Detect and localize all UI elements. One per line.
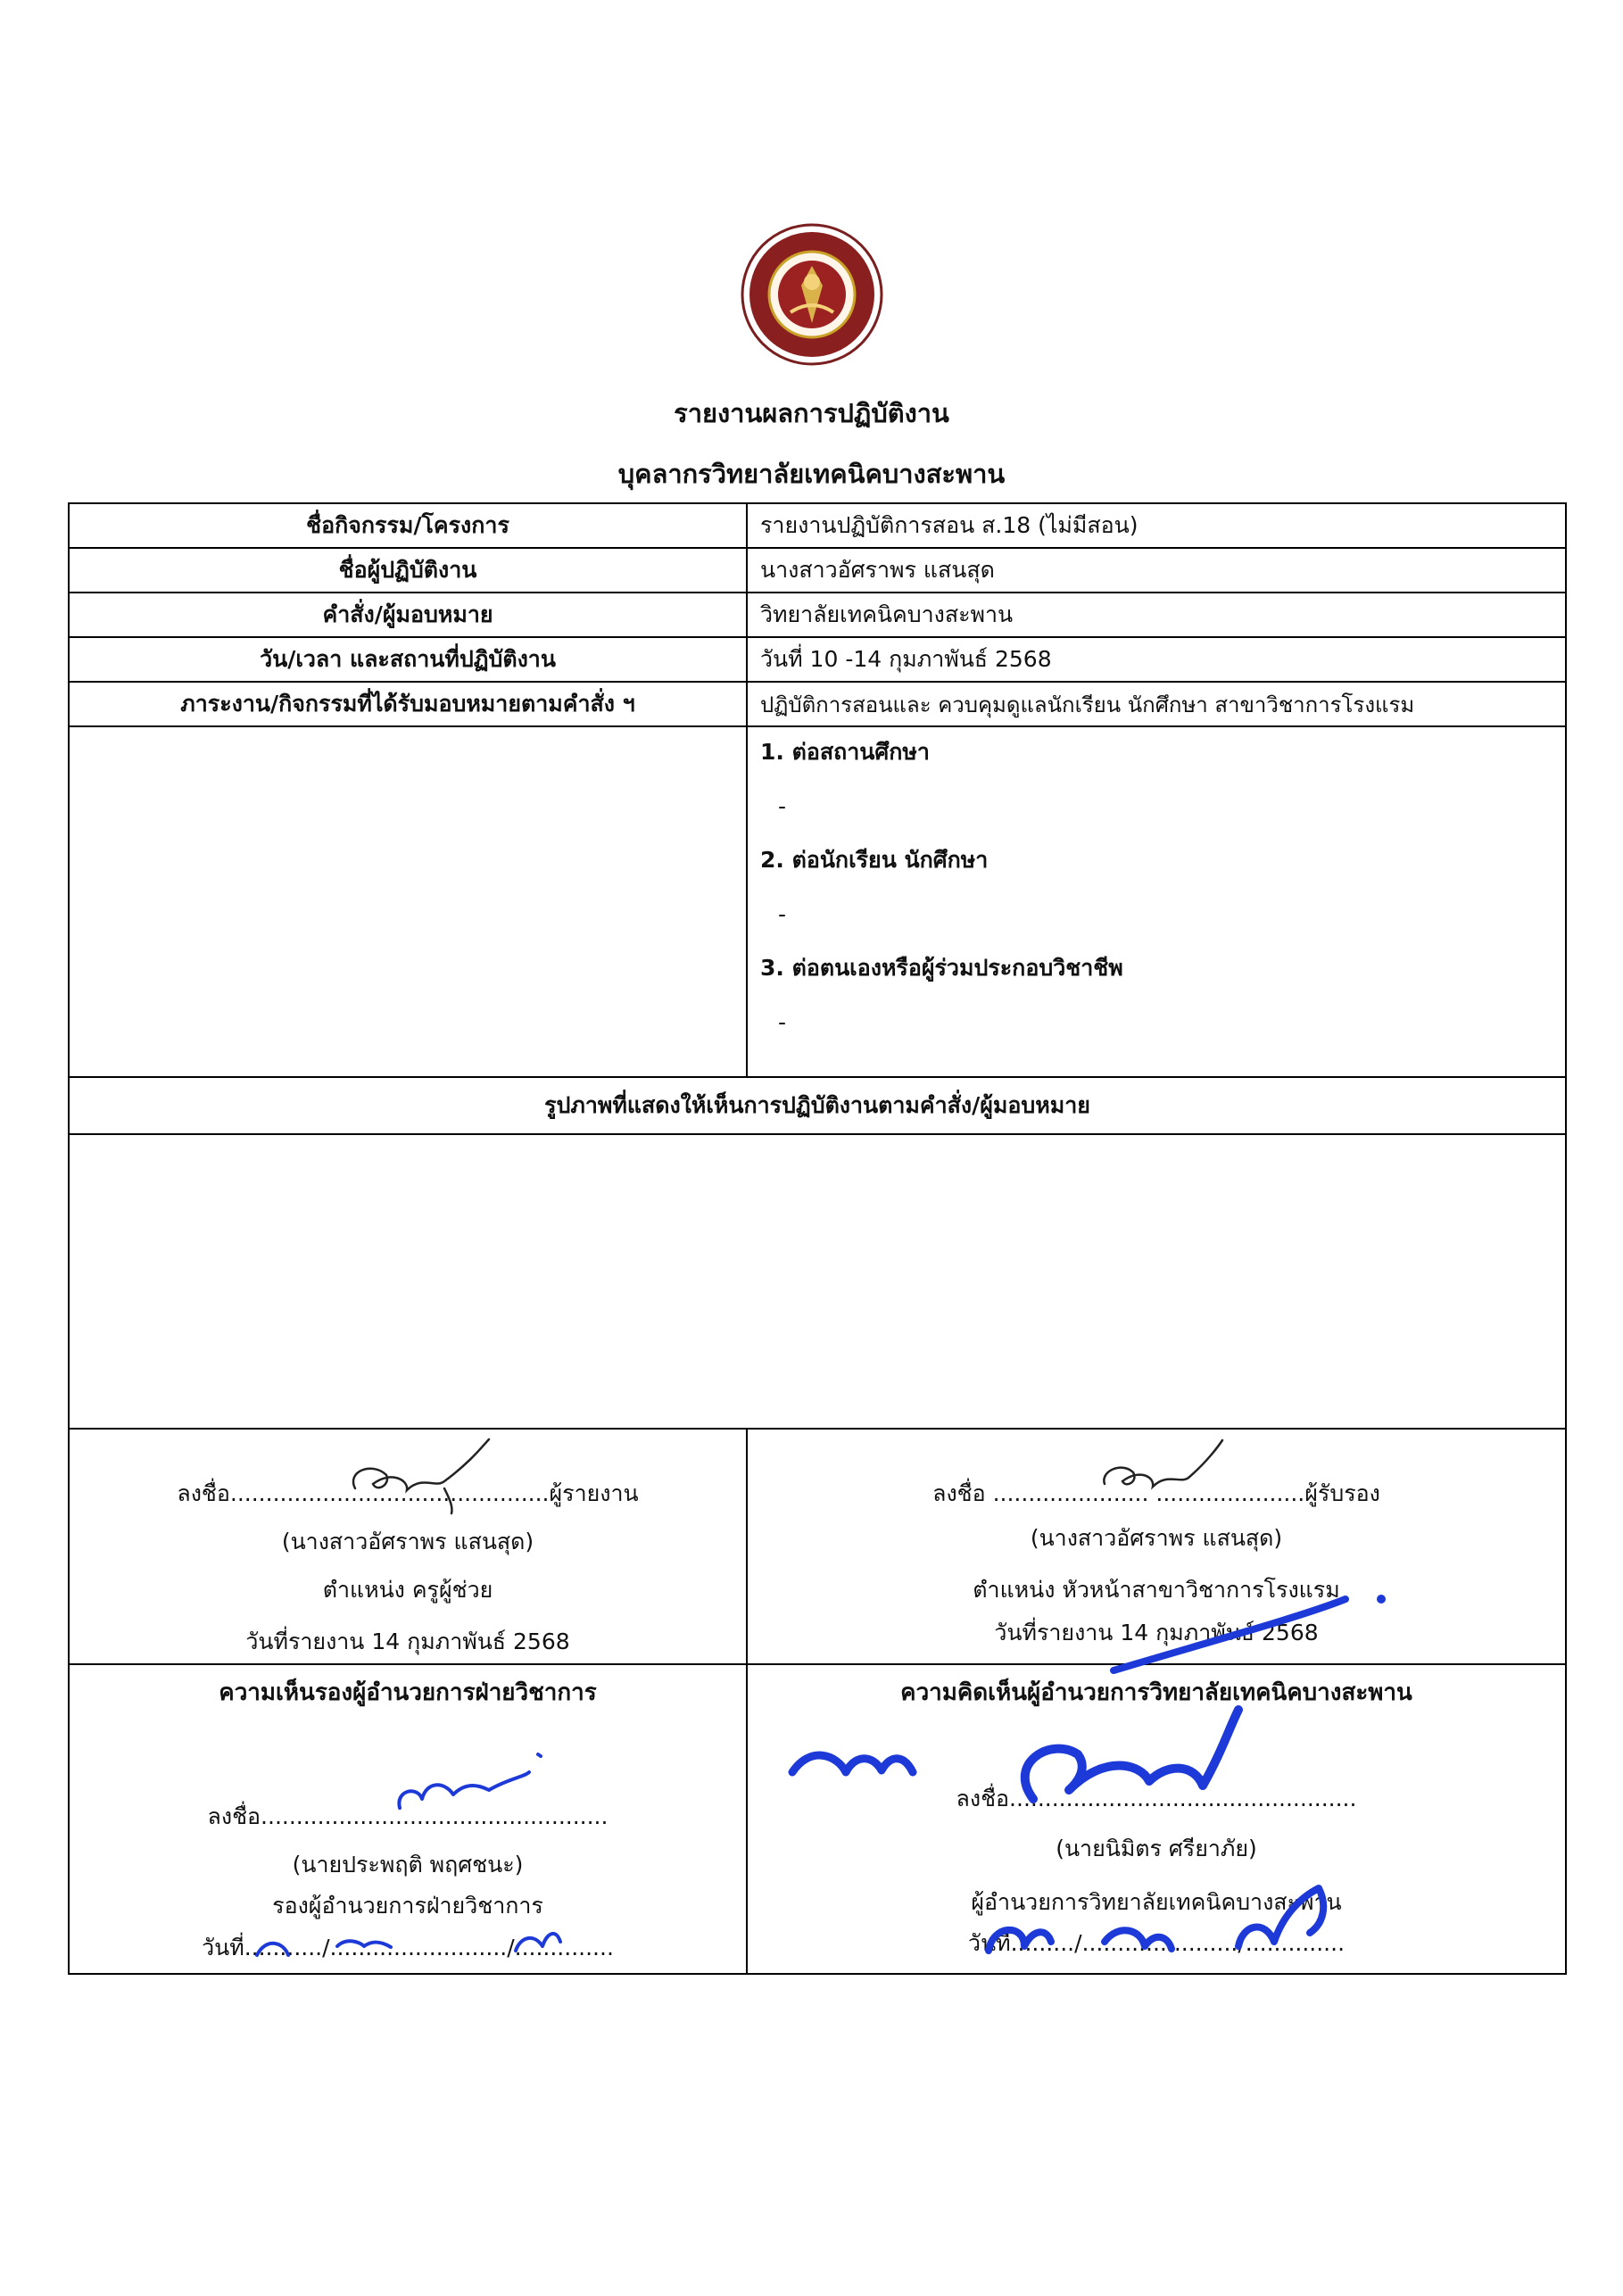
reporter-date: วันที่รายงาน 14 กุมภาพันธ์ 2568 (245, 1629, 570, 1654)
activity-value: รายงานปฏิบัติการสอน ส.18 (ไม่มีสอน) (747, 503, 1566, 548)
reporter-name: (นางสาวอัศราพร แสนสุด) (281, 1529, 534, 1554)
approver-name: (นางสาวอัศราพร แสนสุด) (1030, 1525, 1283, 1551)
row-order (69, 593, 1566, 637)
reporter-position: ตำแหน่ง ครูผู้ช่วย (322, 1577, 493, 1603)
result-item-3: 3. ต่อตนเองหรือผู้ร่วมประกอบวิชาชีพ (760, 955, 1123, 981)
result-item-3-value: - (778, 1009, 787, 1035)
director-position: ผู้อำนวยการวิทยาลัยเทคนิคบางสะพาน (971, 1889, 1342, 1915)
order-value: วิทยาลัยเทคนิคบางสะพาน (747, 593, 1566, 637)
director-name: (นายนิมิตร ศรียาภัย) (1056, 1836, 1257, 1861)
task-label: ภาระงาน/กิจกรรมที่ได้รับมอบหมายตามคำสั่ง ฯ (69, 682, 747, 726)
college-logo (741, 223, 883, 366)
report-title: รายงานผลการปฏิบัติงาน (674, 398, 949, 428)
report-subtitle: บุคลากรวิทยาลัยเทคนิคบางสะพาน (617, 459, 1006, 489)
approver-date: วันที่รายงาน 14 กุมภาพันธ์ 2568 (994, 1620, 1319, 1645)
deputy-sign-line: ลงชื่อ................................................. (207, 1803, 609, 1829)
photo-heading: รูปภาพที่แสดงให้เห็นการปฏิบัติงานตามคำสั่ง/ผู้มอบหมาย (69, 1077, 1566, 1134)
row-task (69, 682, 1566, 726)
row-photo-area (69, 1134, 1566, 1429)
order-label: คำสั่ง/ผู้มอบหมาย (69, 593, 747, 637)
approver-signature-cell (747, 1429, 1566, 1664)
deputy-opinion-cell (69, 1664, 747, 1974)
deputy-position: รองผู้อำนวยการฝ่ายวิชาการ (272, 1893, 543, 1919)
deputy-heading: ความเห็นรองผู้อำนวยการฝ่ายวิชาการ (219, 1679, 597, 1706)
operator-value: นางสาวอัศราพร แสนสุด (747, 548, 1566, 593)
approver-sign-line: ลงชื่อ ...................... .....................ผู้รับรอง (932, 1480, 1380, 1506)
row-activity (69, 503, 1566, 548)
deputy-date-line: วันที่.........../........................./.............. (202, 1935, 614, 1960)
reporter-sign-line: ลงชื่อ.............................................ผู้รายงาน (177, 1480, 639, 1506)
operator-label: ชื่อผู้ปฏิบัติงาน (69, 548, 747, 593)
result-item-2-value: - (778, 901, 787, 927)
row-photo-heading (69, 1077, 1566, 1134)
result-item-1-value: - (778, 793, 787, 819)
datetime-label: วัน/เวลา และสถานที่ปฏิบัติงาน (69, 637, 747, 682)
director-sign-line: ลงชื่อ................................................. (956, 1786, 1357, 1811)
row-signatures (69, 1429, 1566, 1664)
report-form-table (68, 502, 1567, 1975)
result-item-2: 2. ต่อนักเรียน นักศึกษา (760, 847, 989, 873)
director-date-ink (971, 1870, 1363, 1969)
photo-area (69, 1134, 1566, 1429)
activity-label: ชื่อกิจกรรม/โครงการ (69, 503, 747, 548)
result-item-1: 1. ต่อสถานศึกษา (760, 739, 930, 765)
reporter-signature-cell (69, 1429, 747, 1664)
results-empty-cell (69, 726, 747, 1077)
task-value: ปฏิบัติการสอนและ ควบคุมดูแลนักเรียน นักศึกษา สาขาวิชาการโรงแรม (747, 682, 1566, 726)
director-heading: ความคิดเห็นผู้อำนวยการวิทยาลัยเทคนิคบางสะพาน (900, 1679, 1412, 1706)
director-date-line: วันที่........./....................../.............. (967, 1930, 1346, 1956)
datetime-value: วันที่ 10 -14 กุมภาพันธ์ 2568 (747, 637, 1566, 682)
director-opinion-cell (747, 1664, 1566, 1974)
deputy-name: (นายประพฤติ พฤศชนะ) (292, 1852, 524, 1877)
row-results (69, 726, 1566, 1077)
results-cell (747, 726, 1566, 1077)
row-opinions (69, 1664, 1566, 1974)
row-operator (69, 548, 1566, 593)
deputy-date-ink (248, 1915, 605, 1969)
row-datetime (69, 637, 1566, 682)
approver-position: ตำแหน่ง หัวหน้าสาขาวิชาการโรงแรม (973, 1577, 1340, 1603)
